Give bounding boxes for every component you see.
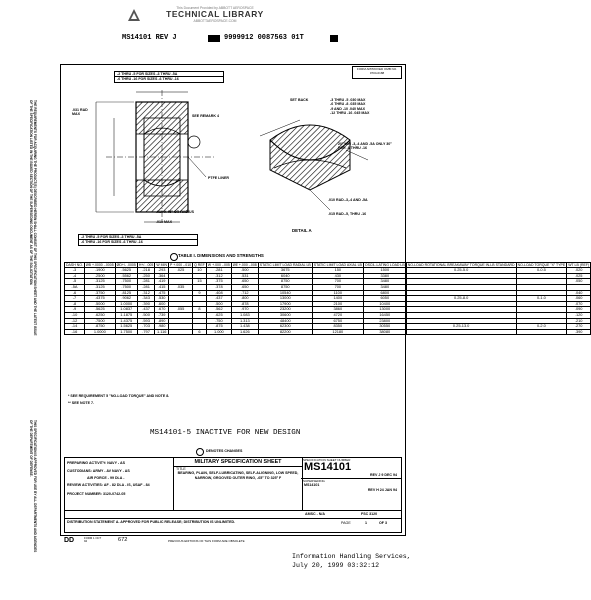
table-cell: .5625 xyxy=(115,268,137,274)
table-cell: 8750 xyxy=(258,284,312,290)
col-radial: STATIC LIMIT LOAD RADIAL LB xyxy=(259,263,311,267)
title-center-box xyxy=(173,458,303,510)
table-cell: 3675 xyxy=(258,268,312,274)
table-cell: .378 xyxy=(206,284,231,290)
table-cell: .040 xyxy=(567,290,591,296)
table-cell: -7 xyxy=(65,296,85,302)
table-cell: .1900 xyxy=(84,268,115,274)
custodians-2: AIR FORCE - 99 DLA - xyxy=(87,476,125,480)
table-cell: .500 xyxy=(231,268,258,274)
table-cell: .593 xyxy=(137,318,155,324)
col-torque-std: NO-LOAD ROTATIONAL BREAKAWAY TORQUE IN-LB STANDARD xyxy=(407,263,515,267)
table-cell: 30550 xyxy=(363,324,406,330)
table-cell: 1.116 xyxy=(155,329,169,335)
table-cell: .437 xyxy=(137,307,155,313)
table-cell: 10400 xyxy=(363,301,406,307)
table-cell: 23200 xyxy=(258,307,312,313)
table-cell: 1.0837 xyxy=(115,307,137,313)
table-cell: .070 xyxy=(567,301,591,307)
table-cell: 1.313 xyxy=(231,318,258,324)
table-cell: -10 xyxy=(65,312,85,318)
table-cell: .670 xyxy=(155,307,169,313)
table-cell: .475 xyxy=(155,290,169,296)
note-angle: 20° MIN -3,-4 AND -5A ONLY 30° FOR -6 THRU -16 xyxy=(338,142,392,151)
mil-spec-heading: MILITARY SPECIFICATION SHEET xyxy=(174,458,302,467)
note-see-remark: SEE REMARK 4 xyxy=(192,114,219,118)
table-cell: -14 xyxy=(65,324,85,330)
table-cell: .970 xyxy=(231,307,258,313)
fsc: FSC 3120 xyxy=(361,512,378,516)
note-chamfer: .010 X 45° OR RADIUS xyxy=(156,210,194,214)
table-cell: .343 xyxy=(137,296,155,302)
table-cell: 13000 xyxy=(258,296,312,302)
setback-list xyxy=(330,98,400,116)
table-cell: -5 xyxy=(65,279,85,285)
table-cell: .415 xyxy=(155,284,169,290)
table-cell: .312 xyxy=(137,290,155,296)
title-block xyxy=(64,457,402,533)
dd-form-number: FORM 1 OCT 94 xyxy=(84,536,102,544)
table-cell: 0.25-5.0 xyxy=(406,268,516,274)
page-number: 1 xyxy=(365,521,367,525)
table-cell: .7500 xyxy=(115,279,137,285)
amsc: AMSC - N/A xyxy=(305,512,325,516)
table-cell: .3125 xyxy=(84,279,115,285)
note-chamfer-max: .015 MAX xyxy=(156,220,172,224)
table-cell: 9 xyxy=(193,290,207,296)
col-w: W +.000 -.005 xyxy=(207,263,230,267)
note-set-back: SET BACK xyxy=(290,98,309,102)
col-axial: STATIC LIMIT LOAD AXIAL LB xyxy=(313,263,362,267)
table-cell: 1.000 xyxy=(206,329,231,335)
table-cell: .703 xyxy=(137,324,155,330)
col-d: ØD+/- .0005 xyxy=(116,263,136,267)
table-cell: .390 xyxy=(567,329,591,335)
table-cell: .218 xyxy=(137,268,155,274)
title-row-3 xyxy=(65,518,401,519)
watermark-logo-icon xyxy=(128,8,140,20)
barcode-end-icon xyxy=(330,35,338,42)
watermark-line1: This Document Provided by ABBOTT AEROSPACE xyxy=(176,6,254,10)
setback-item: -12 THRU -16 .045 MAX xyxy=(330,111,370,116)
table-cell: 0-2.0 xyxy=(516,324,567,330)
table-cell: .5000 xyxy=(84,301,115,307)
col-oscillating: OSCIL-LATING LOAD LB xyxy=(364,263,405,267)
table-cell: .050 xyxy=(567,279,591,285)
table-cell: 12180 xyxy=(312,329,363,335)
ihs-line-1: Information Handling Services, xyxy=(292,553,411,560)
table-cell: .6250 xyxy=(84,312,115,318)
table-cell: 1.0000 xyxy=(84,329,115,335)
watermark-url: ABBOTTAEROSPACE.COM xyxy=(193,19,237,24)
page-of: OF 3 xyxy=(379,521,387,525)
table-cell: .419 xyxy=(155,279,169,285)
table-cell: 1.0000 xyxy=(115,301,137,307)
sheet-number-label: SPECIFICATION SHEET NUMBER xyxy=(303,458,351,462)
table-cell: .8125 xyxy=(115,290,137,296)
col-weight: WT LB (REF) xyxy=(568,263,590,267)
table-cell: 8750 xyxy=(258,279,312,285)
table-cell: -16 xyxy=(65,329,85,335)
table-cell: .980 xyxy=(155,324,169,330)
table-cell: .600 xyxy=(155,301,169,307)
table-cell: 10 xyxy=(193,268,207,274)
table-cell: 1.083 xyxy=(231,312,258,318)
table-cell: .530 xyxy=(155,296,169,302)
table-cell: .500 xyxy=(206,301,231,307)
table-cell: -9 xyxy=(65,307,85,313)
table-cell: 2100 xyxy=(312,301,363,307)
table-note-2: ** SEE NOTE 7. xyxy=(68,401,94,405)
table-cell: 6750 xyxy=(312,318,363,324)
setback-item: -6 THRU -8 .035 MAX xyxy=(330,102,366,107)
table-cell: 700 xyxy=(312,284,363,290)
table-cell: 6 xyxy=(193,329,207,335)
table-cell: .035 xyxy=(169,284,193,290)
title-label: TITLE xyxy=(176,467,186,471)
side-note-bottom: THIS SPECIFICATION IS APPROVED FOR USE BY ALL DEPARTMENTS AND AGENCIES OF THE DEPARTMENT OF DEFENSE. xyxy=(29,420,37,553)
table-cell: .090 xyxy=(567,307,591,313)
table-cell: 6050 xyxy=(363,296,406,302)
project-number: PROJECT NUMBER: 3120-0742-05 xyxy=(67,492,126,496)
table-cell: .712 xyxy=(231,290,258,296)
table-cell: 13000 xyxy=(363,307,406,313)
table-cell: 30600 xyxy=(258,312,312,318)
table-cell: 82200 xyxy=(258,329,312,335)
table-cell: 8350 xyxy=(312,324,363,330)
col-p: P +.000 -.010 xyxy=(170,263,192,267)
title-text: BEARING, PLAIN, SELF-LUBRICATING, SELF-ALIGNING, LOW SPEED, NARROW, GROOVED OUTER RING, -65° TO 325° F xyxy=(177,471,299,480)
note-ptfe-liner: PTFE LINER xyxy=(208,176,229,180)
table-cell: 17900 xyxy=(258,301,312,307)
table-cell: .281 xyxy=(206,268,231,274)
col-dash-no: DASH NO. xyxy=(66,263,83,267)
table-cell: .531 xyxy=(231,273,258,279)
table-cell: .437 xyxy=(206,296,231,302)
table-cell: 0-1.0 xyxy=(516,296,567,302)
prev-editions-note: PREVIOUS EDITIONS OF THIS FORM ARE OBSOLETE xyxy=(168,539,245,543)
table-cell: -8 xyxy=(65,301,85,307)
dd-form-label: DD xyxy=(64,537,75,544)
note-radius: .031 RAD MAX xyxy=(72,108,88,117)
table-cell: 1.7500 xyxy=(115,329,137,335)
table-cell: -5A xyxy=(65,284,85,290)
table-cell: .408 xyxy=(206,290,231,296)
col-torque-x: NO-LOAD TORQUE "X" TYPE xyxy=(517,263,566,267)
table-cell: .250 xyxy=(137,273,155,279)
table-cell: .797 xyxy=(137,329,155,335)
table-cell xyxy=(169,329,193,335)
table-cell xyxy=(406,329,516,335)
table-cell: .281 xyxy=(137,279,155,285)
table-cell: 4720 xyxy=(312,312,363,318)
inactive-notice: MS14101-5 INACTIVE FOR NEW DESIGN xyxy=(150,429,301,437)
table-row xyxy=(65,329,591,335)
title-right-box xyxy=(301,458,401,510)
col-q: Q REF xyxy=(194,263,205,267)
table-cell: .7500 xyxy=(115,284,137,290)
col-w-min: W MIN xyxy=(156,263,168,267)
custodians: CUSTODIANS: ARMY - AV NAVY - AS xyxy=(67,469,130,473)
table-cell: .293 xyxy=(155,268,169,274)
table-body xyxy=(65,268,591,335)
table-cell: .875 xyxy=(206,324,231,330)
table-cell: 1.438 xyxy=(231,324,258,330)
changes-marker-icon xyxy=(196,448,204,456)
table-cell: 1.626 xyxy=(231,329,258,335)
dimensions-table xyxy=(64,262,591,335)
table-cell: .3750 xyxy=(84,290,115,296)
table-cell: .500 xyxy=(137,312,155,318)
table-cell: .3125 xyxy=(84,284,115,290)
table-cell: 0.25-13.0 xyxy=(406,324,516,330)
table-cell: .120 xyxy=(567,312,591,318)
table-cell: 0.25-8.0 xyxy=(406,296,516,302)
table-cell: .270 xyxy=(567,324,591,330)
table-cell: .739 xyxy=(155,312,169,318)
table-cell: -12 xyxy=(65,318,85,324)
form-approved-box: FORM APPROVED OMB NO. 0704-0188 xyxy=(352,66,402,79)
dd-page-num: 672 xyxy=(118,537,128,543)
table-cell: .878 xyxy=(231,301,258,307)
table-cell: .9062 xyxy=(115,296,137,302)
table-cell: .5562 xyxy=(115,273,137,279)
superseding-label: SUPERSEDING xyxy=(303,478,325,483)
table-cell: .890 xyxy=(155,318,169,324)
table-cell: 1400 xyxy=(312,296,363,302)
table-cell: .650 xyxy=(231,284,258,290)
table-cell: 1.1875 xyxy=(115,312,137,318)
table-cell: 700 xyxy=(312,279,363,285)
table-cell: 3380 xyxy=(363,273,406,279)
table-cell: .020 xyxy=(567,268,591,274)
table-cell: 62300 xyxy=(258,324,312,330)
table-title: TABLE I. DIMENSIONS AND STRENGTHS xyxy=(178,253,264,258)
detail-a-label: DETAIL A xyxy=(292,228,312,233)
sheet-number: MS14101 xyxy=(304,461,352,474)
table-cell: 3480 xyxy=(363,279,406,285)
note-rad-2: .015 RAD.-5, THRU -16 xyxy=(328,212,367,216)
table-cell: 10540 xyxy=(258,290,312,296)
col-h: H+/- .005 xyxy=(138,263,154,267)
watermark xyxy=(140,6,290,24)
dash-header-top: -2 THRU -5 FOR SIZES -3 THRU -5A -6 THRU -16 FOR SIZES -6 THRU -16 xyxy=(114,71,224,83)
preparing-activity: PREPARING ACTIVITY: NAVY - AS xyxy=(67,461,125,465)
setback-item: -9 AND -10 .040 MAX xyxy=(330,106,366,111)
table-cell: 6040 xyxy=(258,273,312,279)
side-note-top: THE REQUIREMENTS FOR ACQUIRING THE PRODUCT(S) DESCRIBED HEREIN SHALL CONSIST OF THIS SPECIFICATION SHEET AND THE LATEST ISSUE OF THE SPECIFICATION LISTED IN THE BOXED SECTION OF THE SUPERSEDING DOCUMENT AS OF THE SOLICITATION. xyxy=(29,100,37,336)
table-cell: .025 xyxy=(169,268,193,274)
col-e: ØE +.000 -.008 xyxy=(232,263,257,267)
table-cell: .2500 xyxy=(84,273,115,279)
table-cell: 3860 xyxy=(312,307,363,313)
table-cell: 23800 xyxy=(363,318,406,324)
table-cell xyxy=(516,329,567,335)
table-cell: 15 xyxy=(193,279,207,285)
superseding-rev: REV H 24 JAN 94 xyxy=(367,487,397,492)
watermark-brand: TECHNICAL LIBRARY xyxy=(166,9,264,20)
table-cell: -3 xyxy=(65,268,85,274)
table-cell: -4 xyxy=(65,273,85,279)
table-cell: 1.5625 xyxy=(115,324,137,330)
table-cell: 3480 xyxy=(363,284,406,290)
table-cell: .210 xyxy=(567,318,591,324)
table-cell: .650 xyxy=(231,279,258,285)
change-marker-icon xyxy=(170,253,178,261)
col-b: ØB +.0000 -.0005 xyxy=(85,263,114,267)
table-cell: .4375 xyxy=(84,296,115,302)
dash-header-bottom: -2 THRU -5 FOR SIZES -3 THRU -5A -6 THRU -16 FOR SIZES -6 THRU -16 xyxy=(78,234,198,246)
barcode-text: 9999912 0087563 01T xyxy=(224,34,304,42)
table-cell: 6800 xyxy=(363,290,406,296)
table-cell: 0-0.5 xyxy=(516,268,567,274)
table-cell: .364 xyxy=(155,273,169,279)
doc-id: MS14101 REV J xyxy=(122,34,177,42)
table-cell: 16450 xyxy=(363,312,406,318)
table-cell: .375 xyxy=(206,279,231,285)
table-cell: .7500 xyxy=(84,318,115,324)
distribution-statement: DISTRIBUTION STATEMENT A. APPROVED FOR PUBLIC RELEASE; DISTRIBUTION IS UNLIMITED. xyxy=(67,520,236,524)
page-label: PAGE xyxy=(341,521,351,525)
table-cell: 1100 xyxy=(312,290,363,296)
table-cell: -6 xyxy=(65,290,85,296)
table-cell: .5625 xyxy=(84,307,115,313)
table-cell: .025 xyxy=(567,273,591,279)
setback-item: -3 THRU -5 .030 MAX xyxy=(330,98,366,102)
note-rad-1: .010 RAD.-3,-4 AND -5A xyxy=(328,198,368,202)
table-cell: .8750 xyxy=(84,324,115,330)
table-cell: .055 xyxy=(169,307,193,313)
table-cell: 1.4375 xyxy=(115,318,137,324)
ihs-line-2: July 20, 1999 03:32:12 xyxy=(292,562,380,569)
table-note-1: * SEE REQUIREMENT 5 "NO-LOAD TORQUE" AND NOTE 8. xyxy=(68,394,170,398)
table-cell: .060 xyxy=(567,296,591,302)
table-cell: .750 xyxy=(206,318,231,324)
table-cell: .800 xyxy=(231,296,258,302)
table-cell: .390 xyxy=(137,301,155,307)
review-activities: REVIEW ACTIVITIES: AF - 82 DLA - IS, USAF - 84 xyxy=(67,483,150,487)
table-cell: .625 xyxy=(206,312,231,318)
table-cell: 430 xyxy=(312,273,363,279)
table-cell: 150 xyxy=(312,268,363,274)
table-cell: .312 xyxy=(206,273,231,279)
title-row-2 xyxy=(65,510,401,511)
table-cell: 8 xyxy=(193,307,207,313)
changes-note: DENOTES CHANGES xyxy=(206,449,243,453)
table-cell: .562 xyxy=(206,307,231,313)
table-cell: .281 xyxy=(137,284,155,290)
table-cell: 38080 xyxy=(363,329,406,335)
table-cell: 1500 xyxy=(363,268,406,274)
superseding-number: MS14101 xyxy=(304,483,320,488)
table-cell: 48400 xyxy=(258,318,312,324)
sheet-rev: REV J 9 DEC 94 xyxy=(301,473,401,478)
barcode-icon xyxy=(208,35,220,42)
